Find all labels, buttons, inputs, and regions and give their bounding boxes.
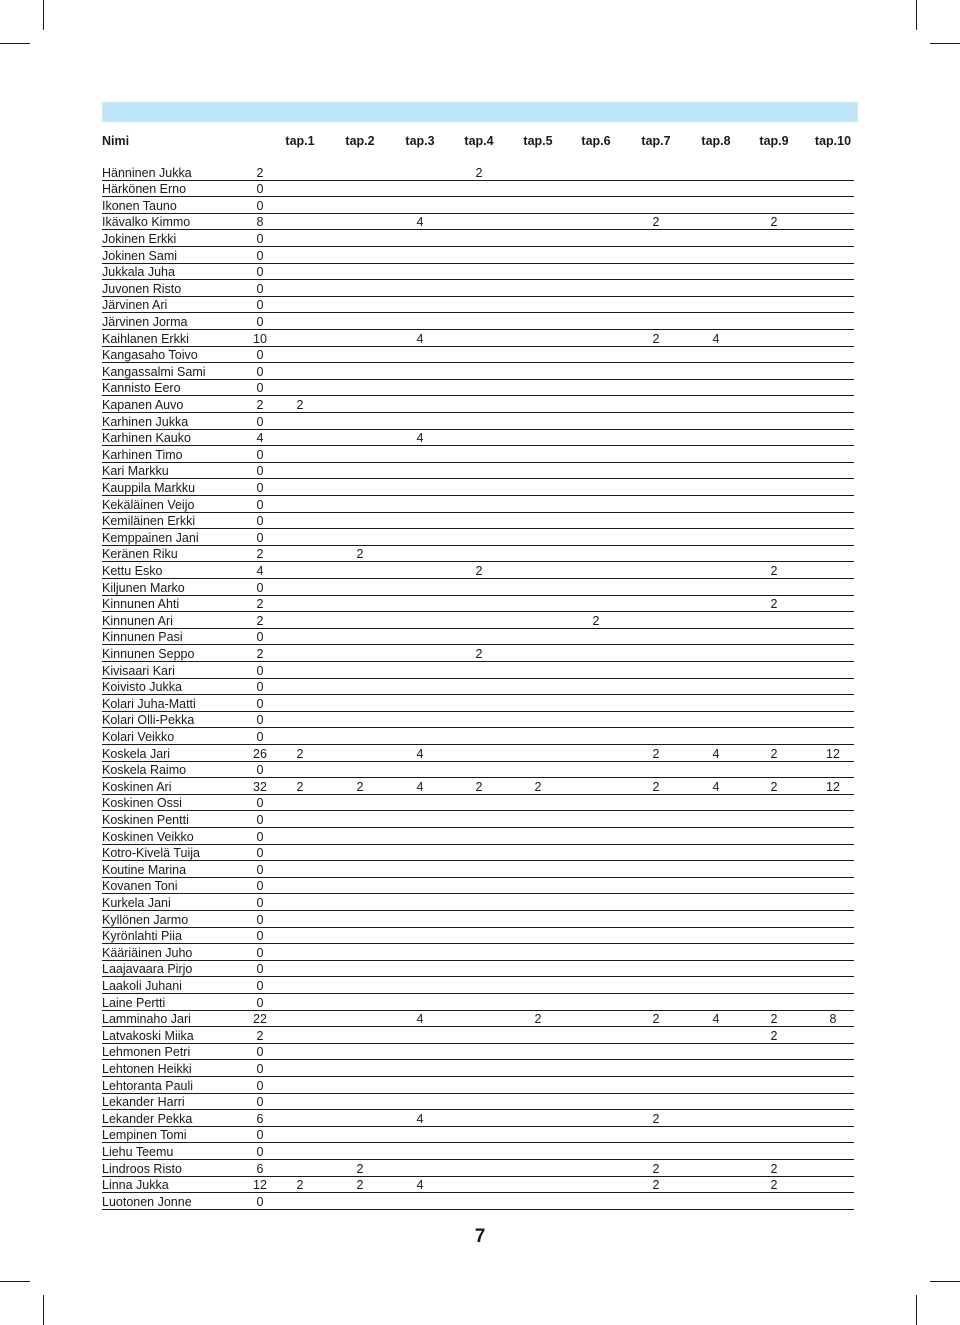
participant-name: Kotro-Kivelä Tuija xyxy=(102,846,200,861)
table-row xyxy=(102,1010,854,1028)
table-row xyxy=(102,512,854,530)
table-row xyxy=(102,960,854,978)
points-tap4: 2 xyxy=(475,646,483,661)
total-points: 2 xyxy=(256,165,264,180)
participant-name: Luotonen Jonne xyxy=(102,1194,192,1209)
points-tap9: 2 xyxy=(770,1178,778,1193)
total-points: 22 xyxy=(253,1012,267,1027)
total-points: 0 xyxy=(256,829,264,844)
table-row xyxy=(102,296,854,314)
participant-name: Kari Markku xyxy=(102,464,169,479)
total-points: 32 xyxy=(253,779,267,794)
points-tap10: 12 xyxy=(826,779,840,794)
participant-name: Koskela Raimo xyxy=(102,763,187,778)
points-tap3: 4 xyxy=(416,331,424,346)
column-header-tap3: tap.3 xyxy=(405,134,435,148)
participant-name: Karhinen Jukka xyxy=(102,414,189,429)
total-points: 0 xyxy=(256,231,264,246)
table-row xyxy=(102,927,854,945)
participant-name: Ikonen Tauno xyxy=(102,198,177,213)
participant-name: Kettu Esko xyxy=(102,563,163,578)
table-row xyxy=(102,1109,854,1127)
points-tap1: 2 xyxy=(296,397,304,412)
total-points: 8 xyxy=(256,215,264,230)
table-row xyxy=(102,827,854,845)
table-row xyxy=(102,611,854,629)
participant-name: Lekander Harri xyxy=(102,1095,185,1110)
total-points: 0 xyxy=(256,1128,264,1143)
points-tap5: 2 xyxy=(534,779,542,794)
column-header-tap4: tap.4 xyxy=(464,134,494,148)
table-row xyxy=(102,844,854,862)
participant-name: Kovanen Toni xyxy=(102,879,178,894)
points-tap9: 2 xyxy=(770,779,778,794)
table-row xyxy=(102,528,854,546)
total-points: 0 xyxy=(256,929,264,944)
points-tap9: 2 xyxy=(770,1028,778,1043)
total-points: 10 xyxy=(253,331,267,346)
points-tap9: 2 xyxy=(770,563,778,578)
participant-name: Koutine Marina xyxy=(102,862,187,877)
points-tap7: 2 xyxy=(652,1111,660,1126)
table-row xyxy=(102,279,854,297)
total-points: 2 xyxy=(256,646,264,661)
total-points: 0 xyxy=(256,1144,264,1159)
participant-name: Kinnunen Pasi xyxy=(102,630,183,645)
total-points: 0 xyxy=(256,248,264,263)
points-tap1: 2 xyxy=(296,746,304,761)
total-points: 0 xyxy=(256,348,264,363)
header-band xyxy=(102,102,858,122)
table-row xyxy=(102,777,854,795)
table-row xyxy=(102,1126,854,1144)
table-row xyxy=(102,213,854,231)
table-row xyxy=(102,495,854,513)
points-tap9: 2 xyxy=(770,1161,778,1176)
participant-name: Kapanen Auvo xyxy=(102,397,184,412)
total-points: 2 xyxy=(256,613,264,628)
total-points: 6 xyxy=(256,1161,264,1176)
points-tap2: 2 xyxy=(356,1178,364,1193)
total-points: 0 xyxy=(256,364,264,379)
points-tap7: 2 xyxy=(652,779,660,794)
crop-mark xyxy=(930,1281,960,1282)
column-header-tap9: tap.9 xyxy=(759,134,789,148)
total-points: 0 xyxy=(256,995,264,1010)
participant-name: Kivisaari Kari xyxy=(102,663,175,678)
table-row xyxy=(102,711,854,729)
points-tap9: 2 xyxy=(770,746,778,761)
total-points: 4 xyxy=(256,563,264,578)
points-tap3: 4 xyxy=(416,431,424,446)
total-points: 2 xyxy=(256,397,264,412)
total-points: 0 xyxy=(256,414,264,429)
table-row xyxy=(102,794,854,812)
participant-name: Kyrönlahti Piia xyxy=(102,929,182,944)
points-tap2: 2 xyxy=(356,779,364,794)
table-row xyxy=(102,993,854,1011)
table-row xyxy=(102,644,854,662)
total-points: 0 xyxy=(256,464,264,479)
participant-name: Kekäläinen Veijo xyxy=(102,497,195,512)
participant-name: Jukkala Juha xyxy=(102,265,175,280)
points-tap7: 2 xyxy=(652,1161,660,1176)
table-row xyxy=(102,578,854,596)
points-tap3: 4 xyxy=(416,746,424,761)
table-header xyxy=(0,134,960,152)
participant-name: Kaihlanen Erkki xyxy=(102,331,189,346)
participant-name: Kolari Veikko xyxy=(102,729,175,744)
total-points: 0 xyxy=(256,497,264,512)
total-points: 0 xyxy=(256,580,264,595)
table-row xyxy=(102,860,854,878)
table-row xyxy=(102,445,854,463)
points-tap9: 2 xyxy=(770,597,778,612)
table-row xyxy=(102,229,854,247)
total-points: 0 xyxy=(256,281,264,296)
total-points: 0 xyxy=(256,530,264,545)
total-points: 0 xyxy=(256,447,264,462)
total-points: 0 xyxy=(256,1045,264,1060)
table-row xyxy=(102,1076,854,1094)
participant-name: Kiljunen Marko xyxy=(102,580,185,595)
table-row xyxy=(102,180,854,198)
table-row xyxy=(102,595,854,613)
table-row xyxy=(102,1159,854,1177)
total-points: 0 xyxy=(256,1061,264,1076)
table-row xyxy=(102,661,854,679)
total-points: 0 xyxy=(256,198,264,213)
participant-name: Kinnunen Ari xyxy=(102,613,173,628)
participant-name: Koskinen Ari xyxy=(102,779,172,794)
table-row xyxy=(102,1043,854,1061)
participant-name: Kinnunen Ahti xyxy=(102,597,180,612)
table-row xyxy=(102,628,854,646)
participant-name: Kurkela Jani xyxy=(102,895,171,910)
total-points: 0 xyxy=(256,381,264,396)
points-tap10: 12 xyxy=(826,746,840,761)
points-tap4: 2 xyxy=(475,563,483,578)
total-points: 6 xyxy=(256,1111,264,1126)
participant-name: Koivisto Jukka xyxy=(102,680,182,695)
table-row xyxy=(102,976,854,994)
points-tap7: 2 xyxy=(652,1012,660,1027)
participant-name: Järvinen Ari xyxy=(102,298,168,313)
points-tap8: 4 xyxy=(712,331,720,346)
participant-name: Keränen Riku xyxy=(102,547,178,562)
participant-name: Ikävalko Kimmo xyxy=(102,215,191,230)
table-row xyxy=(102,246,854,264)
page-number: 7 xyxy=(474,1226,486,1247)
total-points: 0 xyxy=(256,796,264,811)
participant-name: Jokinen Erkki xyxy=(102,231,177,246)
participant-name: Lehtoranta Pauli xyxy=(102,1078,194,1093)
participant-name: Kolari Olli-Pekka xyxy=(102,713,195,728)
participant-name: Koskinen Ossi xyxy=(102,796,182,811)
points-tap4: 2 xyxy=(475,779,483,794)
total-points: 0 xyxy=(256,514,264,529)
total-points: 0 xyxy=(256,314,264,329)
table-row xyxy=(102,1142,854,1160)
participant-name: Kannisto Eero xyxy=(102,381,181,396)
participant-name: Laine Pertti xyxy=(102,995,166,1010)
total-points: 0 xyxy=(256,846,264,861)
participant-name: Kyllönen Jarmo xyxy=(102,912,189,927)
points-tap2: 2 xyxy=(356,1161,364,1176)
total-points: 0 xyxy=(256,962,264,977)
total-points: 0 xyxy=(256,912,264,927)
total-points: 0 xyxy=(256,895,264,910)
participant-name: Laakoli Juhani xyxy=(102,978,182,993)
table-row xyxy=(102,810,854,828)
total-points: 0 xyxy=(256,812,264,827)
points-tap1: 2 xyxy=(296,1178,304,1193)
points-tap3: 4 xyxy=(416,215,424,230)
points-tap2: 2 xyxy=(356,547,364,562)
points-tap3: 4 xyxy=(416,1111,424,1126)
table-row xyxy=(102,694,854,712)
points-tap7: 2 xyxy=(652,1178,660,1193)
points-tap8: 4 xyxy=(712,1012,720,1027)
points-tap5: 2 xyxy=(534,1012,542,1027)
participant-name: Linna Jukka xyxy=(102,1178,169,1193)
participant-name: Kääriäinen Juho xyxy=(102,945,193,960)
participant-name: Lehmonen Petri xyxy=(102,1045,191,1060)
table-row xyxy=(102,429,854,447)
participant-name: Latvakoski Miika xyxy=(102,1028,194,1043)
total-points: 0 xyxy=(256,713,264,728)
table-row xyxy=(102,196,854,214)
total-points: 0 xyxy=(256,862,264,877)
table-row xyxy=(102,877,854,895)
participant-name: Juvonen Risto xyxy=(102,281,182,296)
table-row xyxy=(102,379,854,397)
table-row xyxy=(102,761,854,779)
table-row xyxy=(102,727,854,745)
column-header-tap2: tap.2 xyxy=(345,134,375,148)
column-header-tap5: tap.5 xyxy=(523,134,553,148)
table-row xyxy=(102,545,854,563)
column-header-tap7: tap.7 xyxy=(641,134,671,148)
total-points: 0 xyxy=(256,696,264,711)
table-row xyxy=(102,412,854,430)
points-tap10: 8 xyxy=(829,1012,837,1027)
participant-name: Kolari Juha-Matti xyxy=(102,696,196,711)
table-row xyxy=(102,943,854,961)
participant-name: Kauppila Markku xyxy=(102,480,196,495)
name-column-header: Nimi xyxy=(102,134,130,148)
points-tap8: 4 xyxy=(712,779,720,794)
crop-mark xyxy=(916,0,917,30)
total-points: 0 xyxy=(256,1095,264,1110)
points-tap9: 2 xyxy=(770,1012,778,1027)
table-row xyxy=(102,1192,854,1210)
total-points: 0 xyxy=(256,663,264,678)
table-row xyxy=(102,478,854,496)
participant-name: Kangassalmi Sami xyxy=(102,364,206,379)
total-points: 2 xyxy=(256,1028,264,1043)
points-tap7: 2 xyxy=(652,215,660,230)
table-row xyxy=(102,163,854,181)
participant-name: Hänninen Jukka xyxy=(102,165,192,180)
points-tap7: 2 xyxy=(652,746,660,761)
crop-mark xyxy=(0,43,30,44)
total-points: 2 xyxy=(256,547,264,562)
total-points: 0 xyxy=(256,1078,264,1093)
table-row xyxy=(102,462,854,480)
points-tap6: 2 xyxy=(592,613,600,628)
participant-name: Jokinen Sami xyxy=(102,248,178,263)
total-points: 0 xyxy=(256,265,264,280)
table-row xyxy=(102,1026,854,1044)
total-points: 0 xyxy=(256,879,264,894)
table-row xyxy=(102,362,854,380)
table-row xyxy=(102,346,854,364)
participant-name: Härkönen Erno xyxy=(102,182,187,197)
total-points: 0 xyxy=(256,763,264,778)
table-row xyxy=(102,1059,854,1077)
table-row xyxy=(102,312,854,330)
crop-mark xyxy=(43,0,44,30)
column-header-tap6: tap.6 xyxy=(581,134,611,148)
participant-name: Liehu Teemu xyxy=(102,1144,174,1159)
participant-name: Lekander Pekka xyxy=(102,1111,193,1126)
participant-name: Koskinen Pentti xyxy=(102,812,189,827)
participant-name: Lempinen Tomi xyxy=(102,1128,187,1143)
participant-name: Järvinen Jorma xyxy=(102,314,188,329)
participant-name: Lamminaho Jari xyxy=(102,1012,191,1027)
table-row xyxy=(102,329,854,347)
points-tap3: 4 xyxy=(416,1012,424,1027)
points-tap7: 2 xyxy=(652,331,660,346)
participant-name: Kinnunen Seppo xyxy=(102,646,195,661)
participant-name: Kemiläinen Erkki xyxy=(102,514,196,529)
points-tap8: 4 xyxy=(712,746,720,761)
table-row xyxy=(102,1093,854,1111)
table-row xyxy=(102,910,854,928)
total-points: 0 xyxy=(256,182,264,197)
total-points: 0 xyxy=(256,298,264,313)
table-row xyxy=(102,395,854,413)
column-header-tap1: tap.1 xyxy=(285,134,315,148)
table-row xyxy=(102,561,854,579)
points-tap4: 2 xyxy=(475,165,483,180)
total-points: 12 xyxy=(253,1178,267,1193)
points-tap3: 4 xyxy=(416,1178,424,1193)
points-tap3: 4 xyxy=(416,779,424,794)
participant-name: Koskinen Veikko xyxy=(102,829,194,844)
total-points: 0 xyxy=(256,1194,264,1209)
points-tap1: 2 xyxy=(296,779,304,794)
total-points: 0 xyxy=(256,945,264,960)
participant-name: Kemppainen Jani xyxy=(102,530,199,545)
total-points: 0 xyxy=(256,630,264,645)
participant-name: Koskela Jari xyxy=(102,746,171,761)
total-points: 4 xyxy=(256,431,264,446)
participant-name: Laajavaara Pirjo xyxy=(102,962,193,977)
points-tap9: 2 xyxy=(770,215,778,230)
participant-name: Karhinen Timo xyxy=(102,447,183,462)
crop-mark xyxy=(916,1295,917,1325)
total-points: 0 xyxy=(256,729,264,744)
participant-name: Lindroos Risto xyxy=(102,1161,182,1176)
column-header-tap10: tap.10 xyxy=(814,134,852,148)
table-row xyxy=(102,678,854,696)
total-points: 0 xyxy=(256,680,264,695)
table-row xyxy=(102,263,854,281)
participant-name: Lehtonen Heikki xyxy=(102,1061,192,1076)
total-points: 2 xyxy=(256,597,264,612)
table-row xyxy=(102,1176,854,1194)
crop-mark xyxy=(0,1281,30,1282)
table-row xyxy=(102,893,854,911)
crop-mark xyxy=(930,43,960,44)
participant-name: Kangasaho Toivo xyxy=(102,348,198,363)
total-points: 0 xyxy=(256,978,264,993)
total-points: 0 xyxy=(256,480,264,495)
crop-mark xyxy=(43,1295,44,1325)
column-header-tap8: tap.8 xyxy=(701,134,731,148)
participant-name: Karhinen Kauko xyxy=(102,431,191,446)
total-points: 26 xyxy=(253,746,267,761)
table-row xyxy=(102,744,854,762)
